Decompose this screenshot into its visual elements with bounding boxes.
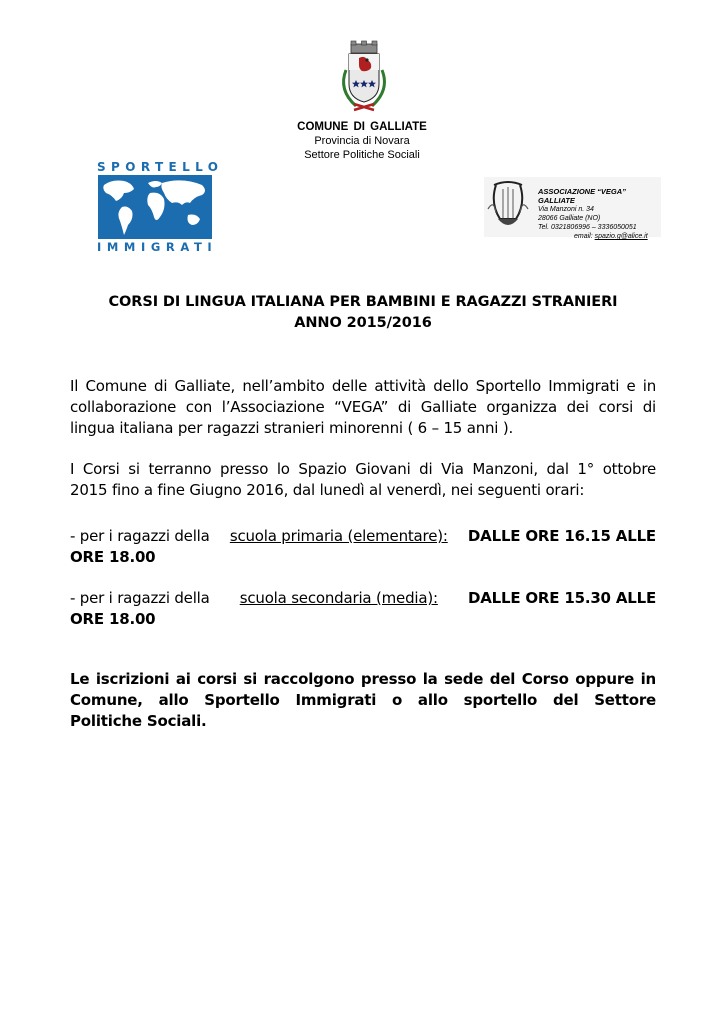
- vega-name: ASSOCIAZIONE “VEGA” GALLIATE: [538, 187, 626, 205]
- intro-line-2: collaborazione con l’Associazione “VEGA” di Galliate organizza dei corsi di: [70, 398, 656, 416]
- vega-association-logo: [484, 177, 661, 240]
- intro-line-3: lingua italiana per ragazzi stranieri minorenni ( 6 – 15 anni ).: [70, 419, 514, 437]
- enrollment-paragraph: [70, 669, 656, 732]
- coat-of-arms: [334, 40, 394, 116]
- enrollment-line-3: Politiche Sociali.: [70, 712, 207, 730]
- document-title: [60, 292, 666, 334]
- primary-school-item: [70, 526, 656, 568]
- intro-line-1: Il Comune di Galliate, nell’ambito delle attività dello Sportello Immigrati e in: [70, 377, 656, 395]
- vega-city: 28066 Galliate (NO): [538, 215, 601, 222]
- intro-paragraph: [70, 376, 656, 439]
- sportello-logo-bottom: IMMIGRATI: [97, 240, 218, 254]
- world-map-icon: [98, 175, 212, 239]
- lyre-icon: [486, 179, 530, 235]
- primary-prefix: - per i ragazzi della: [70, 527, 210, 545]
- primary-school-name: scuola primaria (elementare):: [229, 527, 448, 545]
- secondary-school-item: [70, 588, 656, 630]
- secondary-prefix: - per i ragazzi della: [70, 589, 210, 607]
- schedule-paragraph: [70, 459, 656, 501]
- primary-time-a: DALLE ORE 16.15 ALLE: [467, 527, 656, 545]
- comune-name: COMUNE DI GALLIATE: [297, 121, 427, 133]
- enrollment-line-1: Le iscrizioni ai corsi si raccolgono presso la sede del Corso oppure in: [70, 670, 656, 688]
- secondary-school-name: scuola secondaria (media):: [239, 589, 438, 607]
- vega-address: Via Manzoni n. 34: [538, 206, 594, 213]
- schedule-line-1: I Corsi si terranno presso lo Spazio Giovani di Via Manzoni, dal 1° ottobre: [70, 460, 656, 478]
- header-block: [262, 120, 462, 162]
- vega-email-label: email:: [574, 233, 593, 240]
- vega-email: spazio.g@alice.it: [594, 233, 648, 240]
- sportello-logo-top: SPORTELLO: [97, 160, 224, 174]
- sportello-immigrati-logo: [97, 160, 224, 256]
- secondary-time-b: ORE 18.00: [70, 610, 156, 628]
- enrollment-line-2: Comune, allo Sportello Immigrati o allo sportello del Settore: [70, 691, 656, 709]
- settore: Settore Politiche Sociali: [304, 149, 420, 161]
- vega-tel: Tel. 0321806996 – 3336050051: [538, 224, 637, 231]
- schedule-line-2: 2015 fino a fine Giugno 2016, dal lunedì al venerdì, nei seguenti orari:: [70, 481, 585, 499]
- provincia: Provincia di Novara: [314, 135, 410, 147]
- title-line-1: CORSI DI LINGUA ITALIANA PER BAMBINI E RAGAZZI STRANIERI: [108, 294, 618, 310]
- title-line-2: ANNO 2015/2016: [294, 315, 432, 331]
- primary-time-b: ORE 18.00: [70, 548, 156, 566]
- secondary-time-a: DALLE ORE 15.30 ALLE: [467, 589, 656, 607]
